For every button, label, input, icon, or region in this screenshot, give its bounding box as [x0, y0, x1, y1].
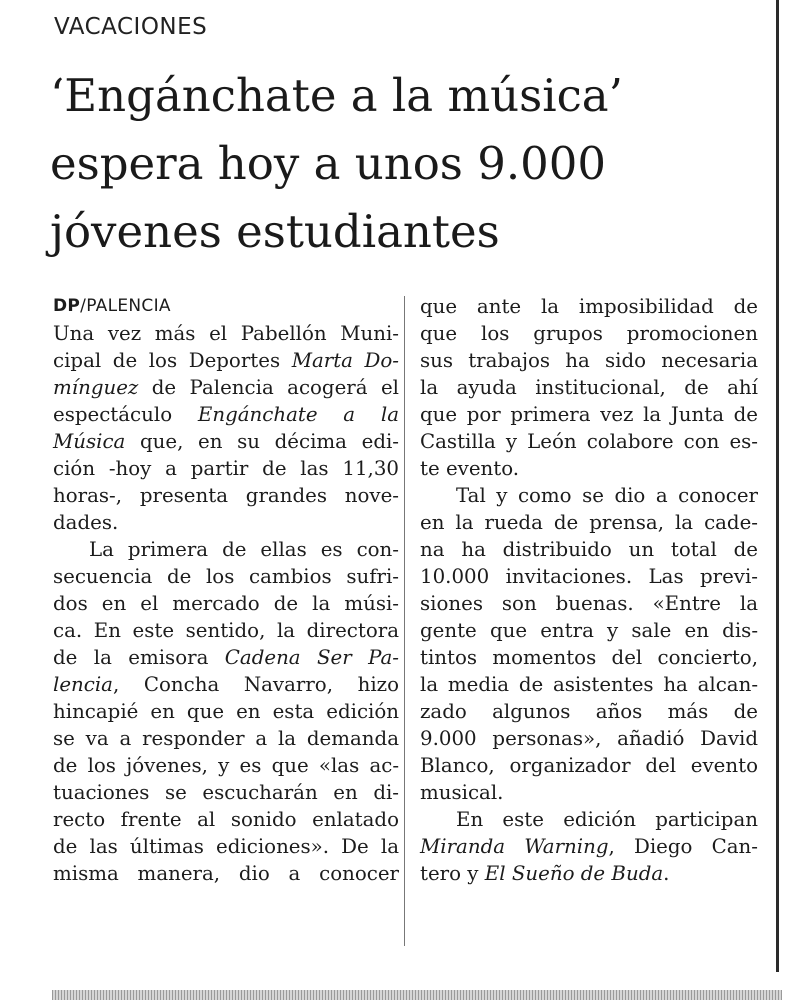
text-run: se va a responder a la demanda	[53, 727, 399, 750]
text-run: , Diego Can-	[608, 835, 758, 858]
text-line	[53, 401, 399, 428]
text-run: tintos momentos del concierto,	[420, 646, 758, 669]
text-line	[420, 779, 758, 806]
text-line	[420, 806, 758, 833]
text-line	[53, 644, 399, 671]
text-run: siones son buenas. «Entre la	[420, 592, 758, 615]
text-line	[53, 374, 399, 401]
text-line	[420, 833, 758, 860]
headline-line-1: ‘Engánchate a la música’	[50, 69, 623, 122]
text-line	[420, 725, 758, 752]
text-line	[420, 401, 758, 428]
italic-run: Marta Do-	[291, 349, 399, 372]
byline-agency: DP	[53, 296, 81, 316]
text-line	[53, 509, 399, 536]
text-run: te evento.	[420, 457, 520, 480]
text-line	[53, 428, 399, 455]
text-run: 9.000 personas», añadió David	[420, 727, 758, 750]
text-run: la ayuda institucional, de ahí	[420, 376, 758, 399]
text-run: horas-, presenta grandes nove-	[53, 484, 399, 507]
italic-run: El Sueño de Buda	[484, 862, 664, 885]
article-column-right	[420, 293, 758, 887]
text-line	[420, 455, 758, 482]
text-line	[53, 752, 399, 779]
text-line	[420, 293, 758, 320]
text-run: en la rueda de prensa, la cade-	[420, 511, 758, 534]
text-line	[53, 320, 399, 347]
headline	[50, 62, 770, 266]
text-run: de la emisora	[53, 646, 225, 669]
byline-place: PALENCIA	[86, 296, 171, 316]
text-line	[420, 617, 758, 644]
text-line	[53, 725, 399, 752]
article-column-left	[53, 293, 399, 887]
text-run: tero y	[420, 862, 485, 885]
text-run: que, en su décima edi-	[125, 430, 399, 453]
text-line	[420, 644, 758, 671]
text-run: de los jóvenes, y es que «las ac-	[53, 754, 399, 777]
text-line	[420, 347, 758, 374]
text-run: na ha distribuido un total de	[420, 538, 758, 561]
text-run: tuaciones se escucharán en di-	[53, 781, 399, 804]
text-line	[53, 563, 399, 590]
text-line	[53, 536, 399, 563]
text-line	[53, 482, 399, 509]
italic-run: mínguez	[53, 376, 139, 399]
text-line	[53, 833, 399, 860]
text-run: espectáculo	[53, 403, 198, 426]
text-line	[53, 806, 399, 833]
byline	[53, 293, 399, 320]
text-run: ca. En este sentido, la directora	[53, 619, 399, 642]
text-run: , Concha Navarro, hizo	[112, 673, 399, 696]
text-run: dades.	[53, 511, 119, 534]
text-line	[420, 536, 758, 563]
text-run: que ante la imposibilidad de	[420, 295, 758, 318]
text-line	[420, 671, 758, 698]
text-run: Una vez más el Pabellón Muni-	[53, 322, 399, 345]
text-run: gente que entra y sale en dis-	[420, 619, 758, 642]
text-run: La primera de ellas es con-	[89, 538, 399, 561]
text-run: cipal de los Deportes	[53, 349, 292, 372]
text-run: zado algunos años más de	[420, 700, 758, 723]
text-line	[53, 590, 399, 617]
italic-run: Cadena Ser Pa-	[224, 646, 399, 669]
text-line	[420, 590, 758, 617]
text-line	[420, 482, 758, 509]
text-run: dos en el mercado de la músi-	[53, 592, 399, 615]
text-run: que los grupos promocionen	[420, 322, 758, 345]
text-run: 10.000 invitaciones. Las previ-	[420, 565, 758, 588]
column-divider	[404, 296, 405, 946]
text-run: de Palencia acogerá el	[138, 376, 399, 399]
text-run: la media de asistentes ha alcan-	[420, 673, 758, 696]
text-run: Castilla y León colabore con es-	[420, 430, 758, 453]
text-line	[53, 455, 399, 482]
text-run: ción -hoy a partir de las 11,30	[53, 457, 399, 480]
italic-run: lencia	[53, 673, 113, 696]
byline-separator: /	[80, 296, 87, 316]
text-line	[420, 509, 758, 536]
text-run: hincapié en que en esta edición	[53, 700, 399, 723]
text-run: .	[663, 862, 670, 885]
text-run: que por primera vez la Junta de	[420, 403, 758, 426]
text-line	[420, 860, 758, 887]
text-run: musical.	[420, 781, 504, 804]
italic-run: Engánchate a la	[197, 403, 399, 426]
text-run: En este edición participan	[456, 808, 758, 831]
text-line	[53, 779, 399, 806]
text-line	[53, 617, 399, 644]
italic-run: Miranda Warning	[420, 835, 609, 858]
text-line	[420, 752, 758, 779]
column-border-rule	[776, 0, 779, 972]
text-line	[420, 698, 758, 725]
bottom-halftone-band	[52, 990, 782, 1000]
text-line	[420, 428, 758, 455]
italic-run: Música	[53, 430, 126, 453]
text-run: de las últimas ediciones». De la	[53, 835, 399, 858]
text-run: recto frente al sonido enlatado	[53, 808, 399, 831]
text-run: Blanco, organizador del evento	[420, 754, 758, 777]
text-line	[420, 563, 758, 590]
text-line	[53, 860, 399, 887]
text-line	[53, 347, 399, 374]
text-run: secuencia de los cambios sufri-	[53, 565, 399, 588]
headline-line-3: jóvenes estudiantes	[50, 205, 500, 258]
text-line	[53, 698, 399, 725]
text-line	[53, 671, 399, 698]
headline-line-2: espera hoy a unos 9.000	[50, 137, 607, 190]
text-line	[420, 374, 758, 401]
text-line	[420, 320, 758, 347]
section-label: VACACIONES	[54, 14, 208, 40]
text-run: misma manera, dio a conocer	[53, 862, 399, 885]
text-run: Tal y como se dio a conocer	[456, 484, 758, 507]
text-run: sus trabajos ha sido necesaria	[420, 349, 758, 372]
